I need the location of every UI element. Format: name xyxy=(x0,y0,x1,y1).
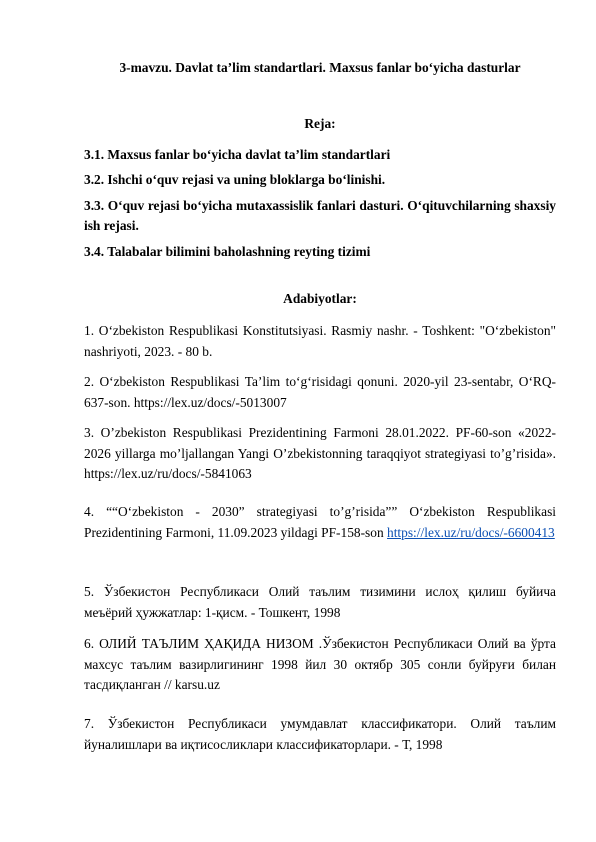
reference-item: 3. O’zbekiston Respublikasi Prezidentining Farmoni 28.01.2022. PF-60-son «2022-2026 yillarga mo’ljallangan Yangi O’zbekistonning taraqqiyot strategiyasi to’g’risida». https://lex.uz/ru/docs/-5841063 xyxy=(84,425,556,481)
reference-item: 6. ОЛИЙ ТАЪЛИМ ҲАҚИДА НИЗОМ .Ўзбекистон Республикаси Олий ва ўрта махсус таълим вазирлигининг 1998 йил 30 октябр 305 сонли буйруғи билан тасдиқланган // karsu.uz xyxy=(84,636,556,692)
page-title: 3-mavzu. Davlat ta’lim standartlari. Maxsus fanlar bo‘yicha dasturlar xyxy=(119,60,521,75)
plan-item: 3.2. Ishchi o‘quv rejasi va uning bloklarga bo‘linishi. xyxy=(84,172,386,187)
reference-item xyxy=(84,502,556,543)
reference-item: 7. Ўзбекистон Республикаси умумдавлат классификатори. Олий таълим йуналишлари ва иқтисосликлари классификаторлари. - Т, 1998 xyxy=(84,716,556,752)
reference-item: 5. Ўзбекистон Республикаси Олий таълим тизимини ислоҳ қилиш буйича меъёрий ҳужжатлар: 1-қисм. - Тошкент, 1998 xyxy=(84,584,556,620)
plan-item: 3.1. Maxsus fanlar bo‘yicha davlat ta’lim standartlari xyxy=(84,147,391,162)
plan-heading: Reja: xyxy=(304,116,336,131)
plan-item: 3.3. O‘quv rejasi bo‘yicha mutaxassislik fanlari dasturi. O‘qituvchilarning shaxsiy ish rejasi. xyxy=(84,198,556,233)
reference-link[interactable]: https://lex.uz/ru/docs/-6600413 xyxy=(387,524,555,540)
references-heading: Adabiyotlar: xyxy=(283,291,357,306)
reference-item: 1. O‘zbekiston Respublikasi Konstitutsiyasi. Rasmiy nashr. - Toshkent: "O‘zbekiston" nashriyoti, 2023. - 80 b. xyxy=(84,323,556,359)
reference-item: 2. O‘zbekiston Respublikasi Ta’lim to‘g‘risidagi qonuni. 2020-yil 23-sentabr, O‘RQ-637-son. https://lex.uz/docs/-5013007 xyxy=(84,374,556,410)
reference-text: 4. ““O‘zbekiston - 2030” strategiyasi to’g’risida”” O‘zbekiston Respublikasi Prezidentining Farmoni, 11.09.2023 yildagi PF-158-son xyxy=(84,504,556,540)
plan-item: 3.4. Talabalar bilimini baholashning reyting tizimi xyxy=(84,244,371,259)
